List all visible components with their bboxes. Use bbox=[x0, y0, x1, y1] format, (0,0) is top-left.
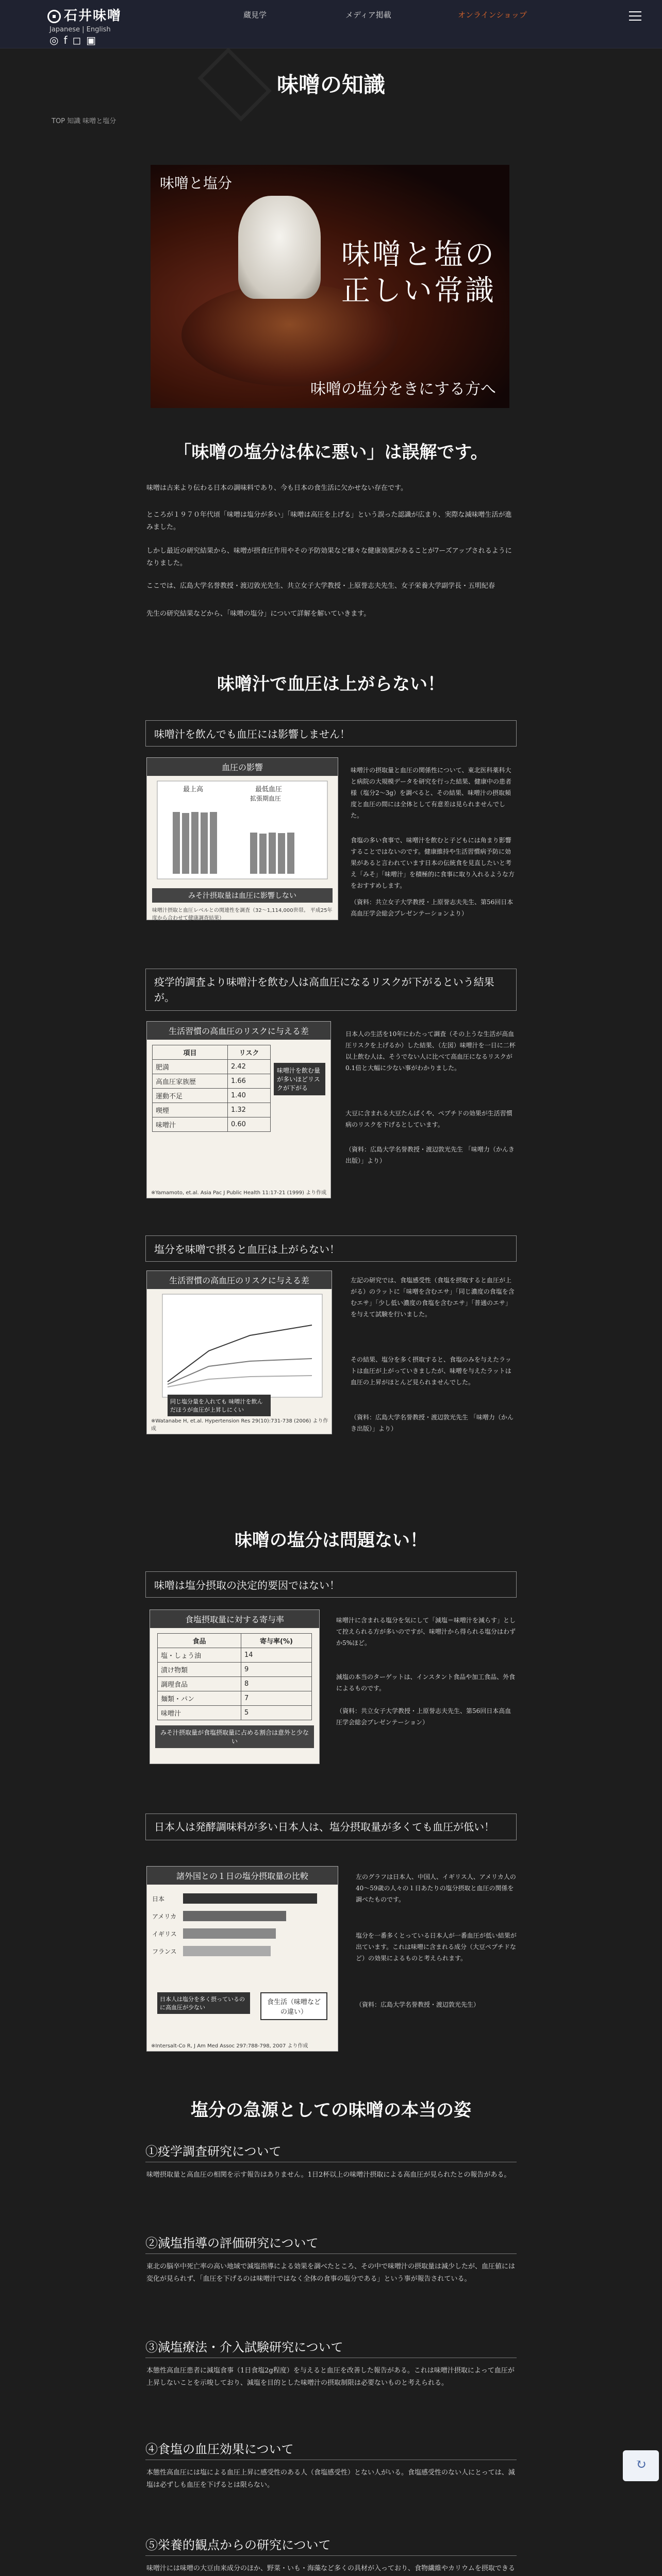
callout-box-2: 疫学的調査より味噌汁を飲む人は高血圧になるリスクが下がるという結果が。 bbox=[145, 969, 517, 1011]
figure-risk-table bbox=[146, 1021, 331, 1198]
figure-citation: ※Intersalt-Co R, J Am Med Assoc 297:788-798, 2007 より作成 bbox=[151, 2043, 308, 2049]
figure-caption: みそ汁摂取量は血圧に影響しない bbox=[152, 888, 333, 903]
subparagraph-5: 味噌汁には味噌の大豆由来成分のほか、野菜・いも・海藻など多くの具材が入っており、食物繊維やカリウムを摂取できる bbox=[146, 2565, 515, 2572]
rat-paragraph-1: 左記の研究では、食塩感受性（食塩を摂取すると血圧が上がる）のラットに「味噌を含むエサ」「同じ濃度の食塩を含むエサ」「少し低い濃度の食塩を含むエサ」「普通のエサ」を与えて試験を行いました。 bbox=[351, 1277, 515, 1318]
hero-image bbox=[151, 165, 509, 408]
logo[interactable]: 石井味噌 bbox=[47, 5, 122, 24]
figure-note: 味噌汁摂取と血圧レベルとの関連性を調査（32～1,114,000世帯。 平成25年度から合わせて健康調査結果） bbox=[152, 908, 333, 921]
page-title: 味噌の知識 bbox=[276, 72, 385, 97]
intro-paragraph-4: ここでは、広島大学名誉教授・渡辺敦光先生、共立女子大学教授・上原誉志夫先生、女子栄養大学副学長・五明紀春 bbox=[146, 582, 495, 590]
bp-paragraph-1: 味噌汁の摂取量と血圧の関係性について、東北医科薬科大と病院の大規模データを研究を行った結果、健康中の患者様（塩分2～3g）を調べると、その結果、味噌汁の摂取頻度と血圧の間には全体として有意差は見られませんでした。 bbox=[351, 767, 512, 819]
subheading-1: ①疫学調査研究について bbox=[145, 2144, 282, 2159]
figure-title: 生活習慣の高血圧のリスクに与える差 bbox=[147, 1271, 332, 1289]
recaptcha-icon[interactable]: ↻ bbox=[623, 2450, 659, 2481]
figure-note: 日本人は塩分を多く摂っているのに高血圧が少ない bbox=[157, 1992, 250, 2014]
country-label-japan: 日本 bbox=[152, 1895, 165, 1903]
callout-box-5: 日本人は発酵調味料が多い日本人は、塩分摂取量が多くても血圧が低い！ bbox=[145, 1814, 517, 1840]
rat-paragraph-2: その結果、塩分を多く摂取すると、食塩のみを与えたラットは血圧が上がっていきましたが、味噌を与えたラットは血圧の上昇がほとんど見られませんでした。 bbox=[351, 1356, 511, 1386]
instagram-icon[interactable]: ◻ bbox=[72, 34, 87, 46]
country-label-uk: イギリス bbox=[152, 1930, 177, 1938]
section-heading-salt-ok: 味噌の塩分は問題ない！ bbox=[235, 1530, 427, 1551]
section-heading-true-nature: 塩分の急源としての味噌の本当の姿 bbox=[191, 2100, 471, 2121]
menu-icon[interactable] bbox=[629, 11, 641, 24]
risk-table: 項目 リスク 肥満 2.42 高血圧家族歴 1.66 運動不足 1.40 喫煙 1.32 味噌汁 0.60 bbox=[152, 1045, 271, 1132]
hero-sub-text: 味噌の塩分をきにする方へ bbox=[310, 380, 496, 398]
figure-salt-intake-compare bbox=[146, 1866, 338, 2052]
figure-title: 生活習慣の高血圧のリスクに与える差 bbox=[147, 1022, 330, 1040]
hero-main-text: 味噌と塩の 正しい常識 bbox=[341, 238, 496, 308]
figure-blood-pressure bbox=[146, 757, 338, 920]
callout-box-3: 塩分を味噌で摂ると血圧は上がらない！ bbox=[145, 1235, 517, 1262]
subparagraph-4: 本態性高血圧には塩による血圧上昇に感受性のある人（食塩感受性）とない人がいる。食塩感受性のない人にとっては、減塩は必ずしも血圧を下げるとは限らない。 bbox=[146, 2469, 515, 2489]
bp-paragraph-2: 食塩の多い食事で、味噌汁を飲むと子どもには角まり影響することではないのです。健康維持や生活習慣病予防に効果があると言われています日本の伝統食を見直したいと考え「みそ」「味噌汁」を積極的に食事に取り入れるような方をおすすめします。 bbox=[351, 837, 515, 889]
nav-item-shop[interactable]: オンラインショップ bbox=[458, 10, 527, 20]
nav-item-media[interactable]: メディア掲載 bbox=[345, 10, 391, 20]
figure-badge: 食生活（味噌などの違い） bbox=[260, 1992, 327, 2020]
compare-source: （資料：広島大学名誉教授・渡辺敦光先生） bbox=[356, 2001, 480, 2008]
chart-label-3: 拡張期血圧 bbox=[250, 795, 282, 802]
figure-title: 血圧の影響 bbox=[147, 758, 338, 776]
figure-note: みそ汁摂取量が食塩摂取量に占める割合は意外と少ない bbox=[155, 1725, 314, 1748]
breadcrumb: TOP 知識 味噌と塩分 bbox=[52, 117, 117, 125]
figure-note: 同じ塩分量を入れても 味噌汁を飲んだほうが血圧が上昇しにくい bbox=[168, 1395, 271, 1416]
intro-paragraph-5: 先生の研究結果などから、「味噌の塩分」について詳解を解いていきます。 bbox=[146, 610, 371, 618]
salt-contribution-table: 食品 寄与率(%) 塩・しょう油 14 漬け物類 9 調理食品 8 麺類・パン 7 味噌汁 5 bbox=[157, 1633, 312, 1720]
line-icon[interactable]: ▣ bbox=[86, 34, 102, 46]
salt-source: （資料：共立女子大学教授・上原誉志夫先生、第56回日本高血圧学会総会プレゼンテーション） bbox=[336, 1707, 511, 1726]
country-label-france: フランス bbox=[152, 1948, 177, 1955]
figure-note: 味噌汁を飲む量が多いほどリスクが下がる bbox=[274, 1063, 325, 1095]
intro-paragraph-2: ところが１９７０年代頃「味噌は塩分が多い」「味噌は高圧を上げる」という誤った認識が広まり、実際な減味噌生活が進みました。 bbox=[146, 511, 512, 531]
risk-source: （資料：広島大学名誉教授・渡辺敦光先生 「味噌力（かんき出版）」より） bbox=[345, 1146, 515, 1164]
section-heading-misconception: 「味噌の塩分は体に悪い」は誤解です。 bbox=[174, 442, 488, 463]
facebook-icon[interactable]: f bbox=[63, 34, 73, 46]
logo-mark-icon bbox=[47, 10, 61, 23]
intro-paragraph-1: 味噌は古来より伝わる日本の調味料であり、今も日本の食生活に欠かせない存在です。 bbox=[146, 484, 407, 492]
bp-source-1: （資料：共立女子大学教授・上原誉志夫先生、第56回日本高血圧学会総会プレゼンテーションより） bbox=[351, 899, 514, 917]
compare-paragraph-2: 塩分を一番多くとっている日本人が一番血圧が低い結果が出ています。これは味噌に含まれる成分（大豆ペプチドなど）の効果によるものと考えられます。 bbox=[356, 1932, 517, 1962]
figure-title: 諸外国との１日の塩分摂取量の比較 bbox=[147, 1867, 338, 1885]
country-label-usa: アメリカ bbox=[152, 1913, 177, 1920]
callout-box-1: 味噌汁を飲んでも血圧には影響しません！ bbox=[145, 720, 517, 747]
risk-paragraph-2: 大豆に含まれる大豆たんぱくや、ペプチドの効果が生活習慣病のリスクを下げるとしています。 bbox=[345, 1110, 512, 1128]
subheading-2: ②減塩指導の評価研究について bbox=[145, 2236, 319, 2250]
risk-paragraph-1: 日本人の生活を10年にわたって調査（その上うな生活が高血圧リスクを上げるか）した結果、（左図）味噌汁を一日に二杯以上飲む人は、そうでない人に比べて高血圧になるリスクが0.1倍と大幅に少ない事がわかりました。 bbox=[345, 1030, 516, 1072]
subparagraph-2: 東北の脳卒中死亡率の高い地域で減塩指導による効果を調べたところ、その中で味噌汁の摂取量は減少したが、血圧値には変化が見られず、「血圧を下げるのは味噌汁ではなく全体の食事の塩分である」という事が報告されている。 bbox=[146, 2263, 516, 2283]
salt-paragraph-1: 味噌汁に含まれる塩分を気にして「減塩＝味噌汁を減らす」として控えられる方が多いのですが、味噌汁から得られる塩分はわずか5%ほど。 bbox=[336, 1617, 516, 1647]
section-heading-blood-pressure: 味噌汁で血圧は上がらない！ bbox=[217, 674, 445, 694]
figure-title: 食塩摂取量に対する寄与率 bbox=[150, 1610, 319, 1628]
callout-box-4: 味噌は塩分摂取の決定的要因ではない！ bbox=[145, 1571, 517, 1598]
rat-source: （資料：広島大学名誉教授・渡辺敦光先生 「味噌力（かんき出版）」より） bbox=[351, 1414, 514, 1432]
figure-citation: ※Yamamoto, et.al. Asia Pac J Public Health 11:17-21 (1999) より作成 bbox=[151, 1190, 327, 1196]
subheading-5: ⑤栄養的観点からの研究について bbox=[145, 2538, 331, 2552]
social-links bbox=[49, 34, 101, 46]
subheading-4: ④食塩の血圧効果について bbox=[145, 2442, 294, 2456]
nav-item-tour[interactable]: 蔵見学 bbox=[243, 10, 267, 20]
figure-citation: ※Watanabe H, et.al. Hypertension Res 29(10):731-738 (2006) より作成 bbox=[151, 1418, 328, 1432]
divider bbox=[145, 2555, 517, 2556]
language-switcher[interactable]: Japanese | English bbox=[49, 26, 111, 33]
compare-paragraph-1: 左のグラフは日本人、中国人、イギリス人、アメリカ人の40～59歳の人々の１日あたりの塩分摂取と血圧の関係を調べたものです。 bbox=[356, 1873, 516, 1903]
chart-label-2: 最低血圧 bbox=[255, 786, 283, 793]
tripadvisor-icon[interactable]: ◎ bbox=[49, 34, 64, 46]
bp-bar-chart bbox=[147, 776, 338, 884]
page-title-band bbox=[0, 48, 662, 121]
intro-paragraph-3: しかし最近の研究結果から、味噌が摂食圧作用やその予防効果など様々な健康効果があることが7ーズアップされるようになりました。 bbox=[146, 547, 512, 567]
figure-rat-study bbox=[146, 1270, 332, 1434]
subparagraph-1: 味噌摂取量と高血圧の相関を示す報告はありません。1日2杯以上の味噌汁摂取による高血圧が見られたとの報告がある。 bbox=[146, 2171, 511, 2179]
salt-paragraph-2: 減塩の本当のターゲットは、インスタント食品や加工食品、外食によるものです。 bbox=[336, 1673, 516, 1692]
rat-study-line-chart bbox=[147, 1289, 332, 1402]
figure-salt-contribution bbox=[150, 1609, 320, 1764]
subheading-3: ③減塩療法・介入試験研究について bbox=[145, 2340, 343, 2354]
site-header bbox=[0, 0, 662, 48]
chart-label-1: 最上高 bbox=[183, 786, 204, 793]
hero-small-text: 味噌と塩分 bbox=[160, 175, 233, 192]
salt-intake-bars bbox=[147, 1887, 338, 1990]
divider bbox=[145, 2253, 517, 2254]
subparagraph-3: 本態性高血圧患者に減塩食事（1日食塩2g程度）を与えると血圧を改善した報告がある。これは味噌汁摂取によって血圧が上昇しないことを示唆しており、減塩を目的とした味噌汁の摂取制限は必要ないものと考えられる。 bbox=[146, 2367, 515, 2387]
